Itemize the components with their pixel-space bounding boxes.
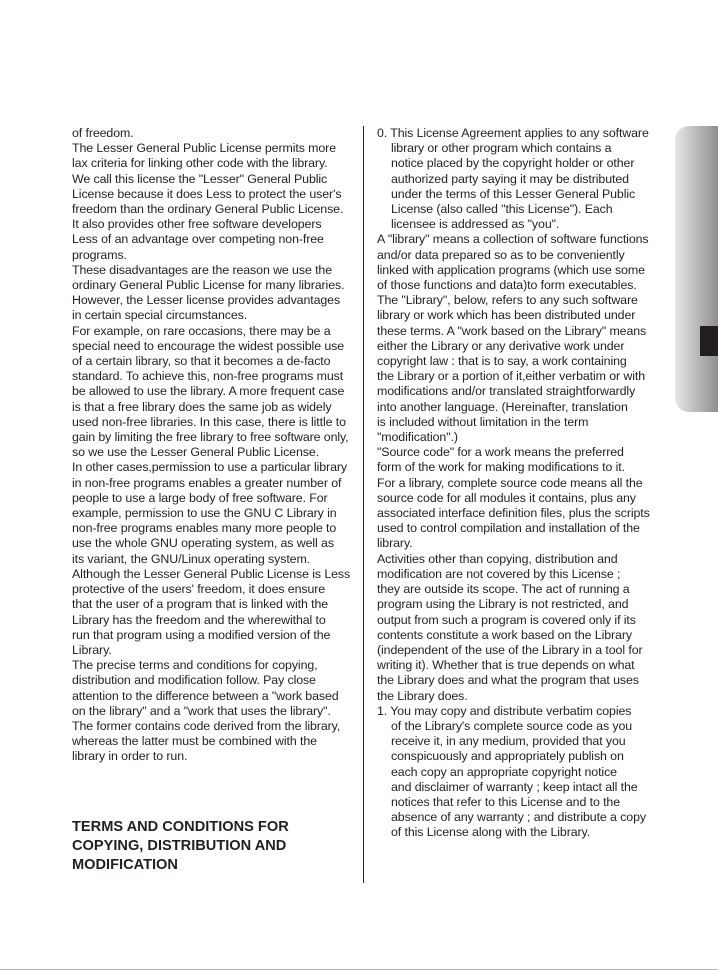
text-line: library. [377, 536, 413, 551]
page-bottom-rule [0, 969, 718, 970]
text-line: "Source code" for a work means the preferred [377, 445, 624, 460]
text-line: the Library does and what the program that uses [377, 673, 639, 688]
column-divider [363, 126, 364, 883]
text-line: 0. This License Agreement applies to any software [377, 126, 649, 140]
text-line: lax criteria for linking other code with the library. [72, 156, 328, 171]
text-line: receive it, in any medium, provided that you [391, 734, 626, 749]
text-line: programs. [72, 247, 127, 262]
text-line: library in order to run. [72, 749, 188, 764]
text-line: each copy an appropriate copyright notice [391, 764, 617, 779]
text-line: contents constitute a work based on the Library [377, 627, 632, 642]
text-line: program using the Library is not restricted, and [377, 597, 629, 612]
text-line: licensee is addressed as "you". [391, 217, 560, 232]
text-line: these terms. A "work based on the Library" means [377, 323, 647, 338]
text-line: The former contains code derived from the library, [72, 718, 341, 733]
text-line: These disadvantages are the reason we use the [72, 262, 333, 277]
text-line: freedom than the ordinary General Public License. [72, 202, 344, 217]
text-line: in non-free programs enables a greater number of [72, 475, 342, 490]
text-line: We call this license the "Lesser" General Public [72, 171, 328, 186]
text-line: Less of an advantage over competing non-free [72, 232, 324, 247]
text-line: protective of the users' freedom, it does ensure [72, 582, 326, 597]
text-line: For a library, complete source code means all the [377, 475, 643, 490]
text-line: attention to the difference between a "work based [72, 688, 339, 703]
text-line: form of the work for making modifications to it. [377, 460, 625, 475]
text-line: special need to encourage the widest possible use [72, 338, 345, 353]
left-text-column [72, 126, 350, 765]
text-line: gain by limiting the free library to free software only, [72, 430, 349, 445]
text-line: its variant, the GNU/Linux operating system. [72, 551, 311, 566]
text-line: However, the Lesser license provides advantages [72, 293, 341, 308]
text-line: is that a free library does the same job as widely [72, 399, 332, 414]
text-line: under the terms of this Lesser General Public [391, 186, 636, 201]
text-line: is included without limitation in the term [377, 414, 589, 429]
text-line: modifications and/or translated straightforwardly [377, 384, 636, 399]
text-line: be allowed to use the library. A more frequent case [72, 384, 345, 399]
text-line: that the user of a program that is linked with the [72, 597, 329, 612]
text-line: The precise terms and conditions for copying, [72, 658, 318, 673]
text-line: output from such a program is covered only if its [377, 612, 636, 627]
text-line: COPYING, DISTRIBUTION AND [72, 838, 287, 854]
text-line: Library. [72, 642, 112, 657]
text-line: they are outside its scope. The act of running a [377, 582, 630, 597]
text-line: of those functions and data)to form executables. [377, 278, 637, 293]
text-line: License because it does Less to protect the user's [72, 186, 342, 201]
text-line: of the Library's complete source code as you [391, 718, 633, 733]
text-line: and/or data prepared so as to be conveniently [377, 247, 625, 262]
right-text-column [377, 126, 657, 841]
text-line: The Lesser General Public License permits more [72, 141, 336, 156]
text-line: (independent of the use of the Library in a tool for [377, 642, 643, 657]
text-line: Library has the freedom and the wherewithal to [72, 612, 326, 627]
text-line: 1. You may copy and distribute verbatim copies [377, 703, 632, 718]
text-line: MODIFICATION [72, 857, 178, 873]
text-line: of freedom. [72, 126, 134, 140]
text-line: Although the Lesser General Public License is Less [72, 566, 351, 581]
text-line: A "library" means a collection of software functions [377, 232, 649, 247]
text-line: run that program using a modified version of the [72, 627, 331, 642]
text-line: In other cases,permission to use a particular library [72, 460, 347, 475]
text-line: the Library does. [377, 688, 468, 703]
text-line: of a certain library, so that it becomes a de-facto [72, 354, 331, 369]
text-line: source code for all modules it contains, plus any [377, 490, 636, 505]
text-line: used non-free libraries. In this case, there is little to [72, 414, 346, 429]
text-line: License (also called "this License"). Each [391, 202, 613, 217]
text-line: library or other program which contains a [391, 141, 612, 156]
text-line: library or work which has been distributed under [377, 308, 636, 323]
text-line: For example, on rare occasions, there may be a [72, 323, 331, 338]
text-line: The "Library", below, refers to any such software [377, 293, 638, 308]
text-line: used to control compilation and installation of the [377, 521, 640, 536]
text-line: the Library or a portion of it,either verbatim or with [377, 369, 646, 384]
text-line: whereas the latter must be combined with the [72, 734, 317, 749]
text-line: It also provides other free software developers [72, 217, 322, 232]
text-line: absence of any warranty ; and distribute a copy [391, 810, 646, 825]
text-line: authorized party saying it may be distributed [391, 171, 629, 186]
text-line: non-free programs enables many more people to [72, 521, 337, 536]
text-line: distribution and modification follow. Pay close [72, 673, 316, 688]
text-line: notices that refer to this License and to the [391, 794, 620, 809]
text-line: of this License along with the Library. [391, 825, 591, 840]
text-line: into another language. (Hereinafter, translation [377, 399, 628, 414]
text-line: TERMS AND CONDITIONS FOR [72, 819, 289, 835]
text-line: in certain special circumstances. [72, 308, 248, 323]
text-line: use the whole GNU operating system, as well as [72, 536, 334, 551]
text-line: linked with application programs (which use some [377, 262, 645, 277]
text-line: conspicuously and appropriately publish on [391, 749, 624, 764]
text-line: ordinary General Public License for many libraries. [72, 278, 345, 293]
text-line: notice placed by the copyright holder or other [391, 156, 635, 171]
text-line: either the Library or any derivative work under [377, 338, 625, 353]
text-line: standard. To achieve this, non-free programs must [72, 369, 344, 384]
text-line: people to use a large body of free software. For [72, 490, 328, 505]
text-line: and disclaimer of warranty ; keep intact all the [391, 779, 638, 794]
text-line: on the library" and a "work that uses the library". [72, 703, 331, 718]
text-line: associated interface definition files, plus the scripts [377, 506, 650, 521]
side-tab-decoration [675, 126, 718, 412]
side-tab-marker [700, 326, 718, 356]
text-line: "modification".) [377, 430, 458, 445]
text-line: so we use the Lesser General Public License. [72, 445, 319, 460]
text-line: copyright law : that is to say, a work containing [377, 354, 627, 369]
text-line: writing it). Whether that is true depends on what [377, 658, 635, 673]
text-line: modification are not covered by this License ; [377, 566, 621, 581]
section-heading [72, 818, 289, 875]
text-line: Activities other than copying, distribution and [377, 551, 618, 566]
text-line: example, permission to use the GNU C Library in [72, 506, 337, 521]
